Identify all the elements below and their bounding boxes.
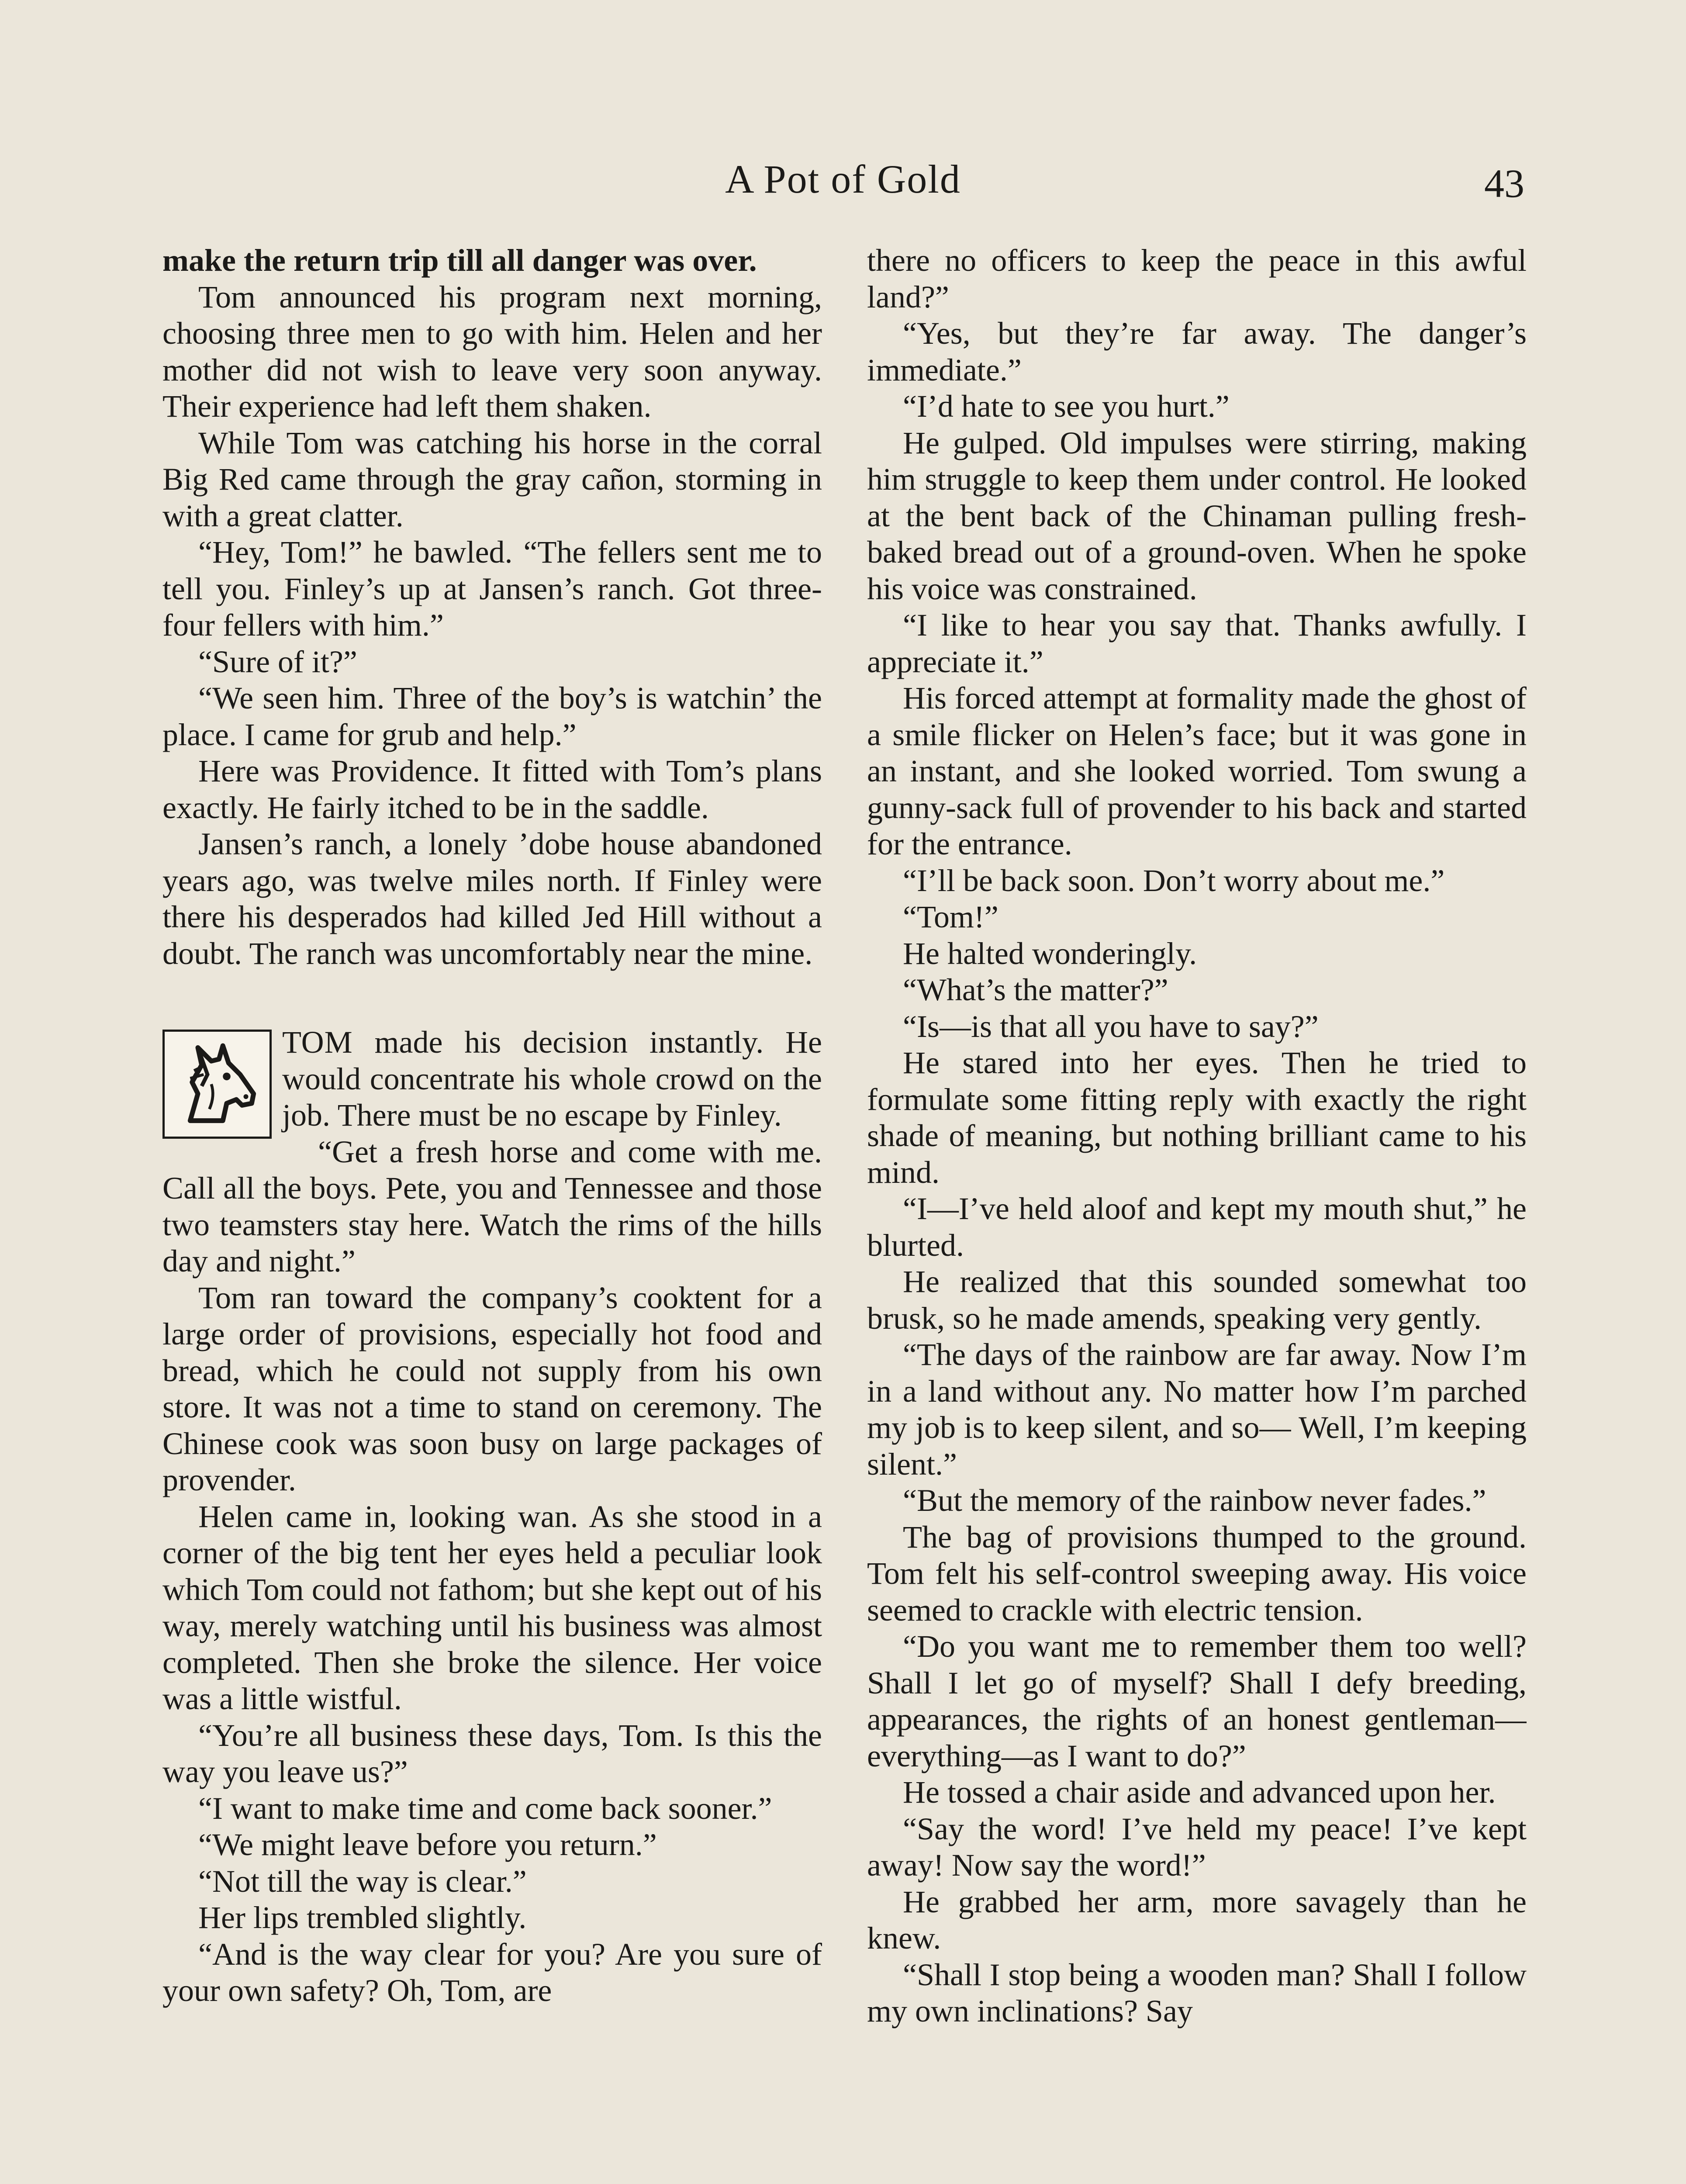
paragraph: “Get a fresh horse and come with me. Call all the boys. Pete, you and Tennessee and those two teamsters stay here. Watch the rims of the hills day and night.” <box>162 1134 822 1279</box>
page-number: 43 <box>1484 161 1524 206</box>
paragraph: His forced attempt at formality made the ghost of a smile flicker on Helen’s face; but it was gone in an instant, and she looked worried. Tom swung a gunny-sack full of provender to his back and started for the entrance. <box>867 681 1527 861</box>
paragraph: “I like to hear you say that. Thanks awfully. I appreciate it.” <box>867 608 1527 679</box>
paragraph: “Not till the way is clear.” <box>198 1863 527 1899</box>
paragraph: He gulped. Old impulses were stirring, making him struggle to keep them under control. He looked at the bent back of the Chinaman pulling fresh-baked bread out of a ground-oven. When he spoke his voice was constrained. <box>867 425 1527 606</box>
paragraph: He stared into her eyes. Then he tried to formulate some fitting reply with exactly the right shade of meaning, but nothing brilliant came to his mind. <box>867 1045 1527 1190</box>
horse-head-icon <box>169 1036 265 1132</box>
paragraph: Tom announced his program next morning, choosing three men to go with him. Helen and her mother did not wish to leave very soon anyway. Their experience had left them shaken. <box>162 279 822 424</box>
paragraph: “And is the way clear for you? Are you sure of your own safety? Oh, Tom, are <box>162 1936 822 2008</box>
paragraph: “I want to make time and come back sooner.” <box>198 1790 772 1826</box>
right-column <box>867 242 1527 2184</box>
paragraph: “We might leave before you return.” <box>198 1827 657 1862</box>
paragraph: “You’re all business these days, Tom. Is this the way you leave us?” <box>162 1717 822 1789</box>
section-break <box>162 972 822 1024</box>
paragraph: “Shall I stop being a wooden man? Shall I follow my own inclinations? Say <box>867 1957 1527 2028</box>
chapter-lead-word: TOM <box>282 1025 353 1060</box>
paragraph: He halted wonderingly. <box>903 936 1197 971</box>
paragraph: Jansen’s ranch, a lonely ’dobe house abandoned years ago, was twelve miles north. If Finley were there his desperados had killed Jed Hill without a doubt. The ranch was uncomfortably near the mine. <box>162 826 822 971</box>
paragraph: He realized that this sounded somewhat too brusk, so he made amends, speaking very gently. <box>867 1264 1527 1336</box>
paragraph: “Do you want me to remember them too well? Shall I let go of myself? Shall I defy breeding, appearances, the rights of an honest gentleman—everything—as I want to do?” <box>867 1629 1527 1773</box>
dropcap-illustration <box>162 1030 272 1139</box>
paragraph: Helen came in, looking wan. As she stood in a corner of the big tent her eyes held a peculiar look which Tom could not fathom; but she kept out of his way, merely watching until his business was almost completed. Then she broke the silence. Her voice was a little wistful. <box>162 1499 822 1716</box>
paragraph: He grabbed her arm, more savagely than he knew. <box>867 1884 1527 1956</box>
paragraph: “What’s the matter?” <box>903 972 1168 1007</box>
paragraph: “Hey, Tom!” he bawled. “The fellers sent me to tell you. Finley’s up at Jansen’s ranch. Got three-four fellers with him.” <box>162 535 822 643</box>
paragraph: The bag of provisions thumped to the ground. Tom felt his self-control sweeping away. His voice seemed to crackle with electric tension. <box>867 1519 1527 1628</box>
running-title: A Pot of Gold <box>725 157 961 201</box>
paragraph: “I’d hate to see you hurt.” <box>903 389 1230 424</box>
paragraph: Her lips trembled slightly. <box>198 1900 527 1935</box>
left-column <box>162 242 822 2184</box>
paragraph: Tom ran toward the company’s cooktent for a large order of provisions, especially hot food and bread, which he could not supply from his own store. It was not a time to stand on ceremony. The Chinese cook was soon busy on large packages of provender. <box>162 1280 822 1497</box>
paragraph: While Tom was catching his horse in the corral Big Red came through the gray cañon, storming in with a great clatter. <box>162 425 822 533</box>
paragraph: “Say the word! I’ve held my peace! I’ve kept away! Now say the word!” <box>867 1811 1527 1883</box>
paragraph: “Sure of it?” <box>198 644 357 679</box>
chapter-opening <box>162 1024 822 1134</box>
paragraph: “Tom!” <box>903 899 998 934</box>
paragraph: “Yes, but they’re far away. The danger’s immediate.” <box>867 316 1527 387</box>
paragraph: make the return trip till all danger was over. <box>162 243 757 278</box>
paragraph: “We seen him. Three of the boy’s is watchin’ the place. I came for grub and help.” <box>162 681 822 752</box>
paragraph: He tossed a chair aside and advanced upon her. <box>903 1775 1496 1810</box>
page-header <box>0 144 1686 214</box>
paragraph: Here was Providence. It fitted with Tom’s plans exactly. He fairly itched to be in the saddle. <box>162 753 822 825</box>
paragraph: “I—I’ve held aloof and kept my mouth shut,” he blurted. <box>867 1191 1527 1263</box>
paragraph: “But the memory of the rainbow never fades.” <box>903 1483 1486 1518</box>
paragraph: “Is—is that all you have to say?” <box>903 1009 1319 1044</box>
paragraph: “I’ll be back soon. Don’t worry about me.” <box>903 863 1445 898</box>
paragraph: “The days of the rainbow are far away. Now I’m in a land without any. No matter how I’m parched my job is to keep silent, and so— Well, I’m keeping silent.” <box>867 1337 1527 1482</box>
paragraph: there no officers to keep the peace in this awful land?” <box>867 243 1527 314</box>
chapter-opening-text: made his decision instantly. He would concentrate his whole crowd on the job. There must be no escape by Finley. <box>282 1025 822 1133</box>
